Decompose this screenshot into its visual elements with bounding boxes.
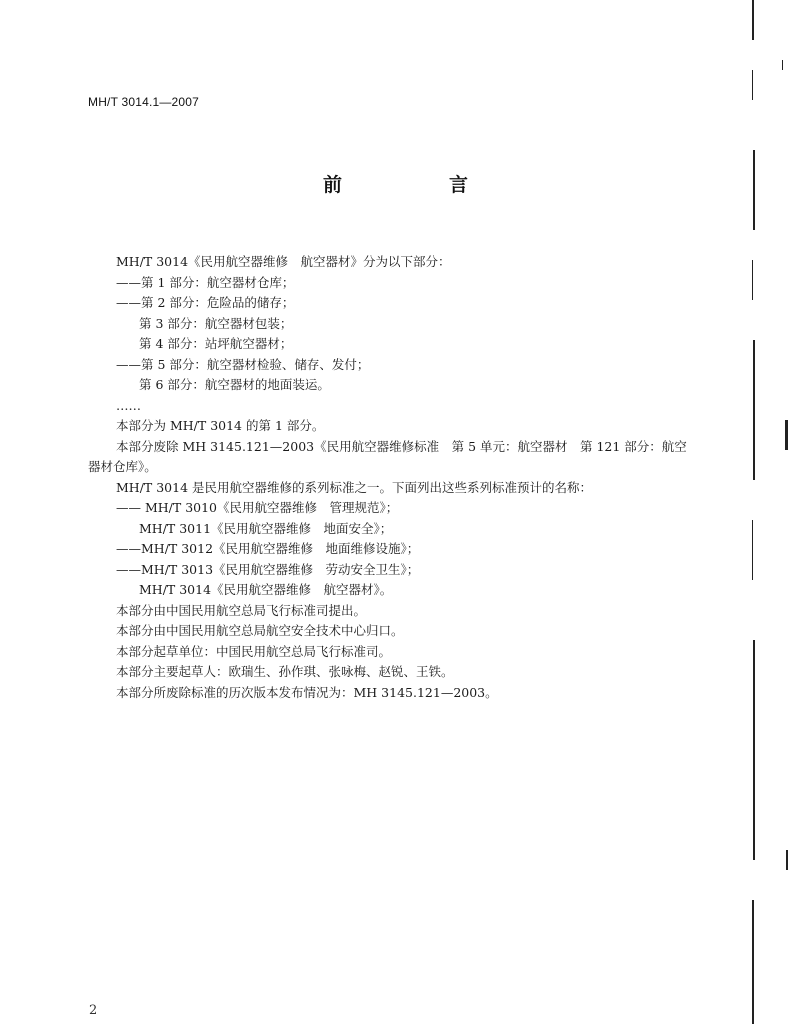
text-line: 器材仓库》。	[88, 459, 157, 474]
page-number: 2	[89, 1003, 98, 1018]
text-line: ……	[116, 397, 141, 413]
scan-edge-mark	[753, 150, 755, 230]
text-line: MH/T 3011《民用航空器维修 地面安全》；	[139, 520, 393, 536]
scan-edge-mark	[752, 520, 753, 580]
scan-edge-mark	[752, 260, 753, 300]
text-line: ——第 1 部分：航空器材仓库；	[116, 274, 295, 290]
scan-edge-mark	[752, 0, 754, 40]
text-line: MH/T 3014《民用航空器维修 航空器材》。	[139, 582, 393, 597]
scan-edge-mark	[785, 420, 788, 450]
standard-code: MH/T 3014.1—2007	[88, 95, 200, 109]
text-line: 第 4 部分：站坪航空器材；	[139, 336, 293, 351]
page-title: 前 言	[322, 174, 512, 196]
scan-edge-mark	[752, 70, 753, 100]
text-line: 本部分所废除标准的历次版本发布情况为：MH 3145.121—2003。	[116, 684, 498, 700]
scan-edge-mark	[786, 850, 788, 870]
scan-edge-mark	[753, 340, 755, 480]
text-line: ——第 5 部分：航空器材检验、储存、发付；	[116, 356, 370, 372]
text-line: MH/T 3014 是民用航空器维修的系列标准之一。下面列出这些系列标准预计的名称：	[116, 479, 593, 495]
foreword-body	[88, 252, 688, 703]
scan-edge-mark	[782, 60, 783, 70]
text-line: 第 6 部分：航空器材的地面装运。	[139, 377, 330, 392]
text-line: 本部分为 MH/T 3014 的第 1 部分。	[116, 418, 325, 433]
text-line: 本部分起草单位：中国民用航空总局飞行标准司。	[116, 643, 392, 659]
text-line: ——MH/T 3013《民用航空器维修 劳动安全卫生》；	[116, 561, 420, 577]
text-line: 本部分主要起草人：欧瑞生、孙作琪、张咏梅、赵锐、王铁。	[116, 664, 454, 679]
text-line: —— MH/T 3010《民用航空器维修 管理规范》；	[116, 500, 399, 515]
text-line: 本部分废除 MH 3145.121—2003《民用航空器维修标准 第 5 单元：航空器材 第 121 部分：航空	[116, 438, 687, 454]
text-line: ——MH/T 3012《民用航空器维修 地面维修设施》；	[116, 541, 420, 556]
scan-edge-mark	[752, 900, 754, 1024]
scan-edge-mark	[753, 640, 755, 860]
text-line: ——第 2 部分：危险品的储存；	[116, 295, 295, 310]
text-line: 第 3 部分：航空器材包装；	[139, 315, 293, 331]
text-line: 本部分由中国民用航空总局飞行标准司提出。	[116, 602, 367, 618]
text-line: 本部分由中国民用航空总局航空安全技术中心归口。	[116, 623, 404, 638]
text-line: MH/T 3014《民用航空器维修 航空器材》分为以下部分：	[116, 254, 451, 269]
